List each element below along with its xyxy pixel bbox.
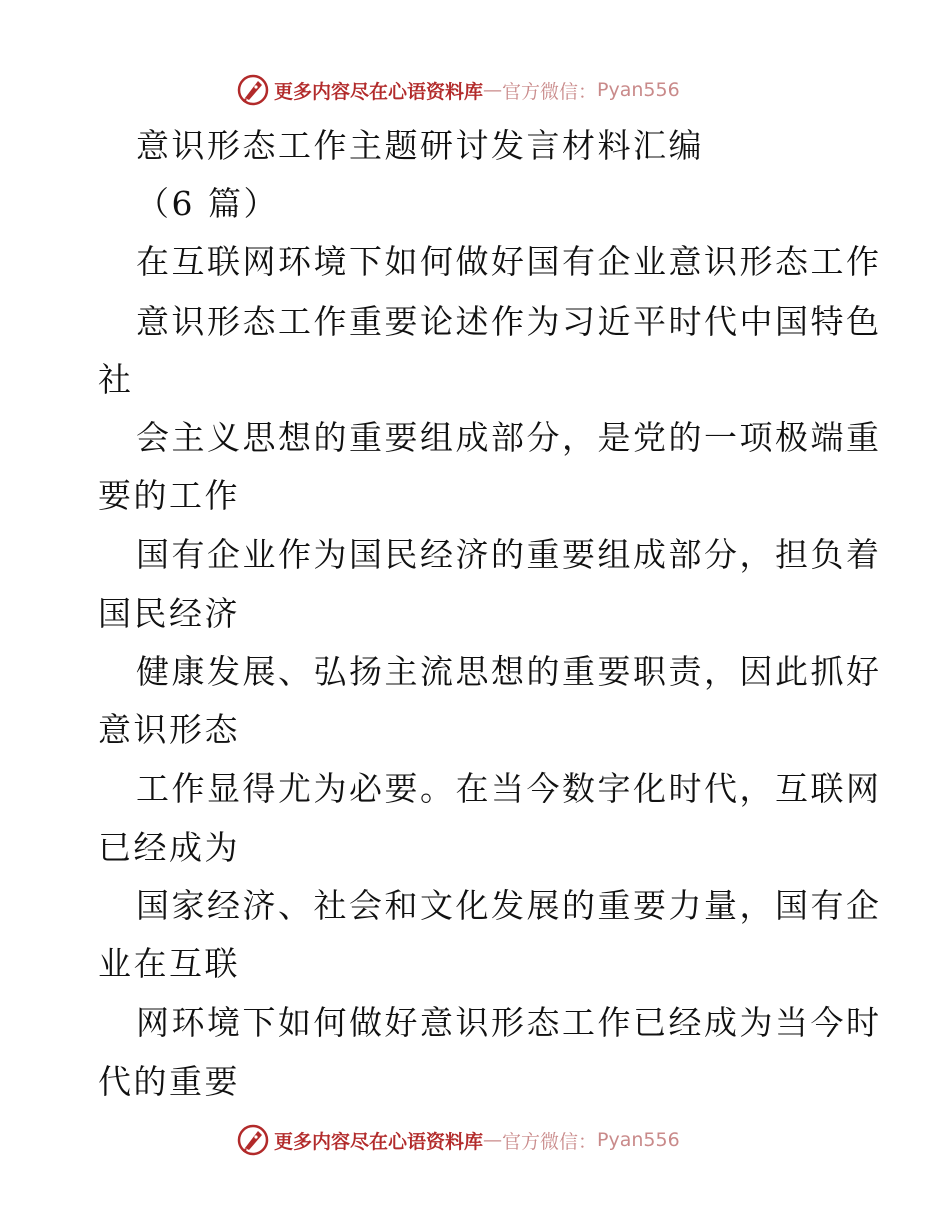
pen-nib-logo-icon bbox=[236, 73, 270, 107]
watermark-separator: — bbox=[483, 79, 503, 101]
text-line: 网环境下如何做好意识形态工作已经成为当今时 bbox=[136, 1003, 882, 1042]
text-line: 意识形态 bbox=[98, 710, 240, 749]
watermark-wechat-id: Pyan556 bbox=[597, 1129, 680, 1151]
text-line: 工作显得尤为必要。在当今数字化时代，互联网 bbox=[136, 769, 882, 808]
text-line: 社 bbox=[98, 360, 134, 399]
watermark-site-text: 更多内容尽在心语资料库 bbox=[274, 80, 484, 103]
watermark-site-text: 更多内容尽在心语资料库 bbox=[274, 1130, 484, 1153]
text-line: 已经成为 bbox=[98, 828, 240, 867]
text-line: 代的重要 bbox=[98, 1062, 240, 1101]
section-heading: 在互联网环境下如何做好国有企业意识形态工作 bbox=[136, 242, 882, 281]
text-line: 健康发展、弘扬主流思想的重要职责，因此抓好 bbox=[136, 652, 882, 691]
document-title: 意识形态工作主题研讨发言材料汇编 bbox=[136, 126, 704, 165]
text-line: 意识形态工作重要论述作为习近平时代中国特色 bbox=[136, 302, 882, 341]
text-line: 业在互联 bbox=[98, 944, 240, 983]
text-line: 要的工作 bbox=[98, 476, 240, 515]
watermark-official-label: 官方微信： bbox=[502, 1130, 598, 1153]
watermark-official-label: 官方微信： bbox=[502, 80, 598, 103]
text-line: 国家经济、社会和文化发展的重要力量，国有企 bbox=[136, 886, 882, 925]
pen-nib-logo-icon bbox=[236, 1123, 270, 1157]
watermark-wechat-id: Pyan556 bbox=[597, 79, 680, 101]
text-line: 国有企业作为国民经济的重要组成部分，担负着 bbox=[136, 535, 882, 574]
watermark-separator: — bbox=[483, 1129, 503, 1151]
text-line: 国民经济 bbox=[98, 594, 240, 633]
header-watermark bbox=[236, 70, 680, 110]
footer-watermark bbox=[236, 1120, 680, 1160]
document-subtitle: （6 篇） bbox=[136, 184, 279, 223]
text-line: 会主义思想的重要组成部分，是党的一项极端重 bbox=[136, 418, 882, 457]
